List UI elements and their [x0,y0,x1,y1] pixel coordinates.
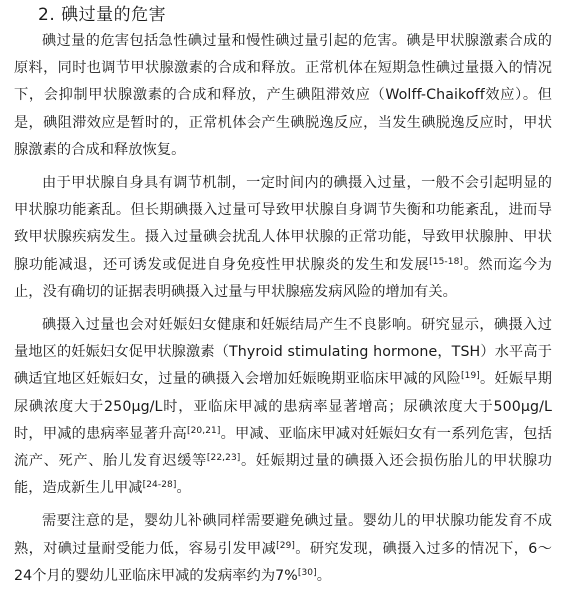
citation: [29] [276,540,296,551]
citation: [22,23] [206,453,241,464]
paragraph-text: 碘过量的危害包括急性碘过量和慢性碘过量引起的危害。碘是甲状腺激素合成的原料，同时也调节甲状腺激素的合成和释放。正常机体在短期急性碘过量摄入的情况下，会抑制甲状腺激素的合成和释放，产生碘阻滞效应（Wolff-Chaikoff效应）。但是，碘阻滞效应是暂时的，正常机体会产生碘脱逸反应，当发生碘脱逸反应时，甲状腺激素的合成和释放恢复。 [14,33,552,158]
citation: [30] [297,567,317,578]
citation: [15-18] [429,256,464,267]
paragraph-text: 需要注意的是，婴幼儿补碘同样需要避免碘过量。婴幼儿的甲状腺功能发育不成熟，对碘过量耐受能力低，容易引发甲减 [14,513,552,557]
paragraph-1 [14,28,552,164]
citation: [24-28] [142,480,177,491]
paragraph-4 [14,508,552,590]
paragraph-text: 。然而迄今为止，没有确切的证据表明碘摄入过量与甲状腺癌发病风险的增加有关。 [14,256,552,300]
paragraph-2 [14,170,552,306]
section-heading: 2. 碘过量的危害 [38,5,167,25]
citation: [20,21] [186,425,221,436]
citation: [19] [461,371,480,382]
paragraph-text: 。妊娠期过量的碘摄入还会损伤胎儿的甲状腺功能，造成新生儿甲减 [14,453,552,497]
paragraph-text: 碘摄入过量也会对妊娠妇女健康和妊娠结局产生不良影响。研究显示，碘摄入过量地区的妊娠妇女促甲状腺激素（Thyroid stimulating hormone，TSH）水平高于碘适宜地区妊娠妇女，过量的碘摄入会增加妊娠晚期亚临床甲减的风险 [14,317,552,388]
paragraph-3 [14,312,552,502]
paragraph-text: 。 [176,480,191,497]
paragraph-text: 。研究发现，碘摄入过多的情况下，6～24个月的婴幼儿亚临床甲减的发病率约为7% [14,540,552,584]
paragraph-text: 。 [316,567,332,584]
paragraph-text: 。妊娠早期尿碘浓度大于250μg/L时，亚临床甲减的患病率显著增高；尿碘浓度大于500μg/L时，甲减的患病率显著升高 [14,371,552,442]
paragraph-text: 。甲减、亚临床甲减对妊娠妇女有一系列危害，包括流产、死产、胎儿发育迟缓等 [14,425,552,470]
paragraph-text: 由于甲状腺自身具有调节机制，一定时间内的碘摄入过量，一般不会引起明显的甲状腺功能紊乱。但长期碘摄入过量可导致甲状腺自身调节失衡和功能紊乱，进而导致甲状腺疾病发生。摄入过量碘会扰乱人体甲状腺的正常功能，导致甲状腺肿、甲状腺功能减退，还可诱发或促进自身免疫性甲状腺炎的发生和发展 [14,175,552,273]
